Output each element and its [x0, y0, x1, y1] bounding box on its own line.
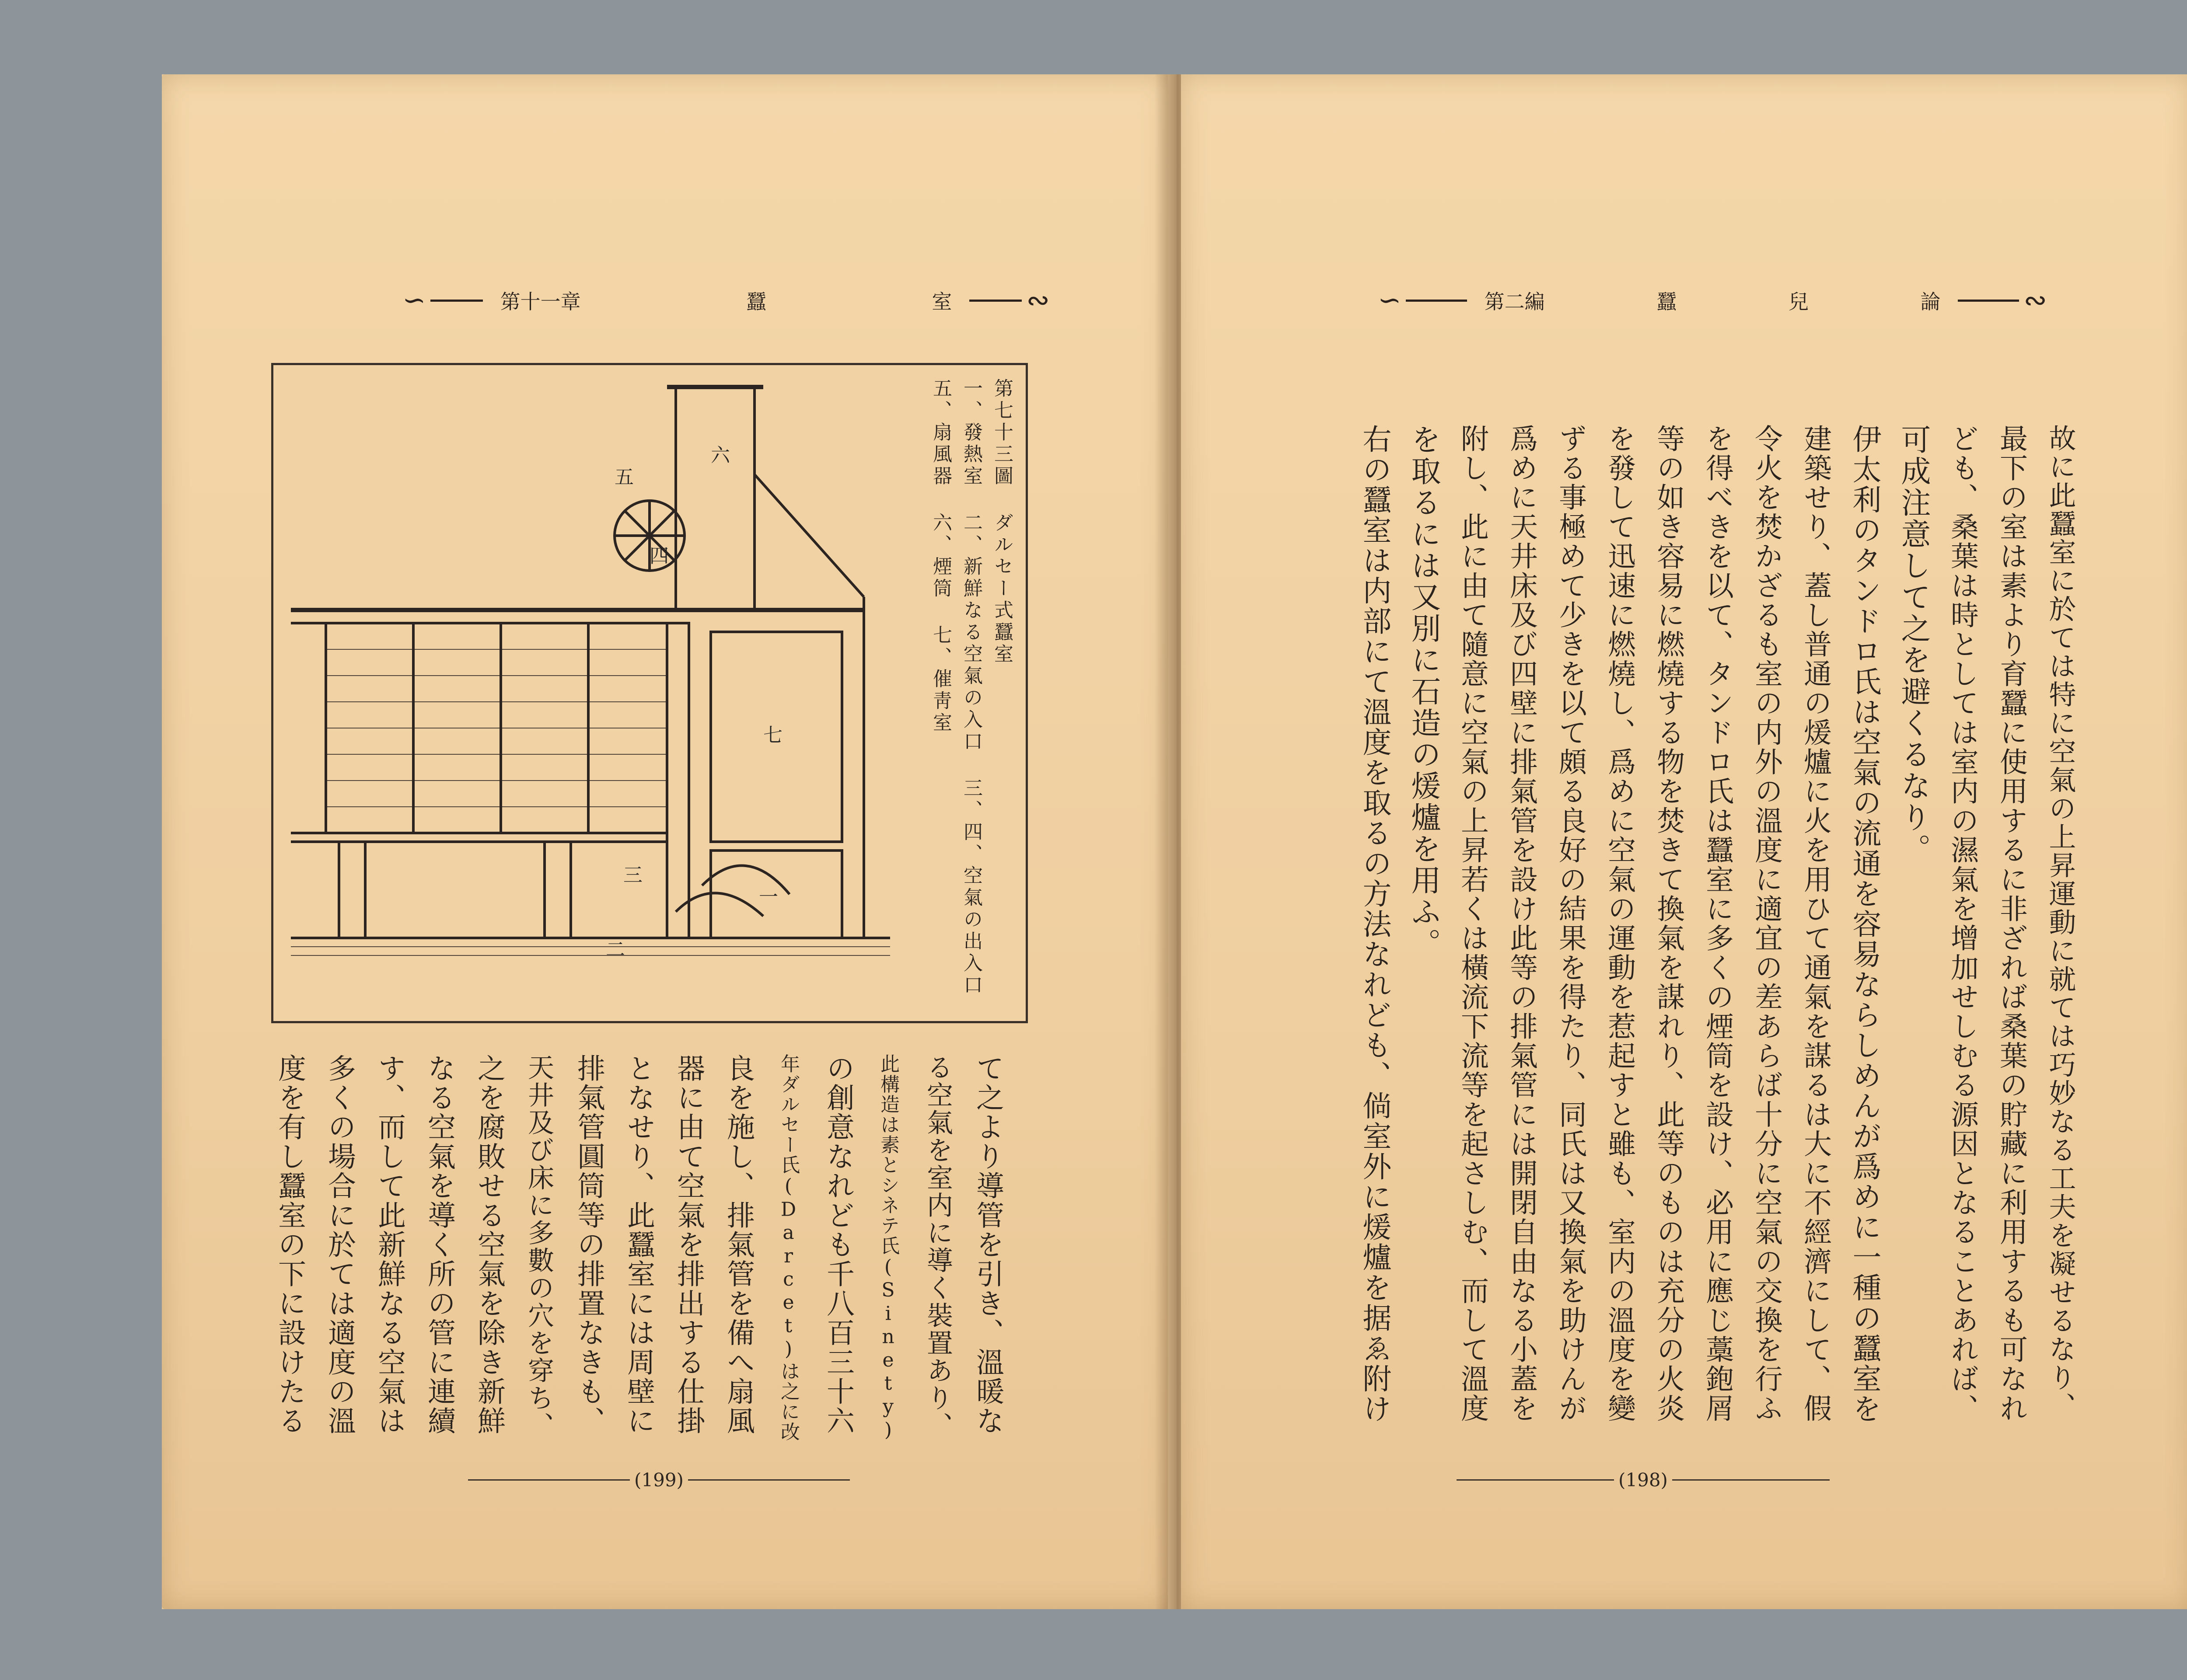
figure-label-three: 三: [623, 864, 643, 886]
figure-caption-title: 第七十三圖 ダルセー式蠶室: [991, 378, 1013, 666]
header-word-1: 蠶: [1656, 290, 1677, 314]
running-header-right: [1373, 284, 2051, 317]
text-column: なる空氣を導く所の管に連續: [423, 1054, 455, 1436]
text-column: の創意なれども千八百三十六: [822, 1054, 854, 1436]
header-ornament-left-r: ∽: [1378, 284, 1401, 317]
running-header-left: [398, 284, 1054, 317]
figure-label-six: 六: [711, 444, 730, 467]
header-word-2: 兒: [1788, 290, 1809, 314]
text-column: ども、桑葉は時としては室内の濕氣を增加せしむる源因となることあれば、: [1946, 424, 1978, 1423]
text-column: 伊太利のタンドロ氏は空氣の流通を容易ならしめんが爲めに一種の蠶室を: [1848, 424, 1881, 1424]
text-column: 令火を焚かざるも室の内外の溫度に適宜の差あらば十分に空氣の交換を行ふ: [1750, 424, 1782, 1423]
header-title-2: 室: [932, 290, 952, 314]
text-column: 排氣管圓筒等の排置なきも、: [573, 1054, 605, 1436]
figure-label-one: 一: [759, 886, 778, 908]
header-ornament-right: ∾: [1026, 284, 1050, 317]
figure-darcet-silkworm-room: [271, 363, 1028, 1023]
header-ornament-right-r: ∾: [2023, 284, 2047, 317]
figure-label-seven: 七: [763, 724, 783, 746]
text-column: 建築せり、蓋し普通の煖爐に火を用ひて通氣を謀るは大に不經濟にして、假: [1799, 424, 1831, 1423]
page-number-left-value: (199): [634, 1469, 684, 1491]
text-column: 此構造は素とシネテ氏(Sinety): [877, 1054, 899, 1442]
header-title-1: 蠶: [746, 290, 766, 314]
text-column: 故に此蠶室に於ては特に空氣の上昇運動に就ては巧妙なる工夫を凝せるなり、: [2044, 424, 2076, 1421]
text-column: 天井及び床に多數の穴を穿ち、: [524, 1054, 554, 1440]
header-ornament-left: ∽: [402, 284, 426, 317]
text-column: 器に由て空氣を排出する仕掛: [672, 1054, 705, 1436]
header-chapter: 第十一章: [500, 290, 581, 314]
text-column: 之を腐敗せる空氣を除き新鮮: [473, 1054, 505, 1436]
page-number-left: [468, 1469, 850, 1491]
figure-label-five: 五: [615, 466, 634, 488]
text-column: 多くの場合に於ては適度の溫: [323, 1054, 356, 1436]
text-column: となせり、此蠶室には周壁に: [622, 1054, 655, 1436]
right-page: [1181, 74, 2187, 1609]
header-word-3: 論: [1920, 290, 1941, 314]
text-column: 可成注意して之を避くるなり。: [1896, 424, 1931, 865]
figure-label-two: 二: [606, 938, 625, 961]
figure-caption-line-2: 一、發熱室 二、新鮮なる空氣の入口 三、四、空氣の出入口: [960, 378, 982, 997]
figure-label-four: 四: [650, 545, 669, 567]
figure-diagram: [282, 369, 903, 1017]
open-book: [162, 74, 2187, 1609]
text-column: を發して迅速に燃燒し、爲めに空氣の運動を惹起すと雖も、室内の溫度を變: [1603, 424, 1635, 1423]
text-column: ずる事極めて少きを以て頗る良好の結果を得たり、同氏は又換氣を助けんが: [1554, 424, 1586, 1423]
header-part: 第二編: [1484, 290, 1545, 314]
text-column: 附し、此に由て隨意に空氣の上昇若くは橫流下流等を起さしむ、而して溫度: [1456, 424, 1488, 1423]
text-column: て之より導管を引き、溫暖な: [971, 1054, 1004, 1436]
text-column: 等の如き容易に燃燒する物を焚きて換氣を謀れり、此等のものは充分の火炎: [1652, 424, 1684, 1423]
text-column: を得べきを以て、タンドロ氏は蠶室に多くの煙筒を設け、必用に應じ藁鉋屑: [1701, 424, 1733, 1423]
text-column: 度を有し蠶室の下に設けたる: [273, 1054, 306, 1436]
left-page: [162, 74, 1168, 1609]
page-number-right-value: (198): [1618, 1469, 1668, 1491]
text-column: 爲めに天井床及び四壁に排氣管を設け此等の排氣管には開閉自由なる小蓋を: [1505, 424, 1537, 1423]
text-column: を取るには又別に石造の煖爐を用ふ。: [1406, 424, 1441, 959]
text-column: 右の蠶室は内部にて溫度を取るの方法なれども、倘室外に煖爐を据ゑ附け: [1358, 424, 1391, 1424]
text-column: る空氣を室内に導く裝置あり、: [922, 1054, 953, 1440]
text-column: 年ダルセー氏(Darcet)は之に改: [777, 1054, 800, 1442]
text-column: 良を施し、排氣管を備へ扇風: [722, 1054, 755, 1436]
text-column: す、而して此新鮮なる空氣は: [373, 1054, 405, 1436]
page-number-right: [1457, 1469, 1830, 1491]
figure-caption-line-3: 五、扇風器 六、煙筒 七、催靑室: [929, 378, 952, 734]
text-column: 最下の室は素より育蠶に使用するに非ざれば桑葉の貯藏に利用するも可なれ: [1995, 424, 2027, 1423]
